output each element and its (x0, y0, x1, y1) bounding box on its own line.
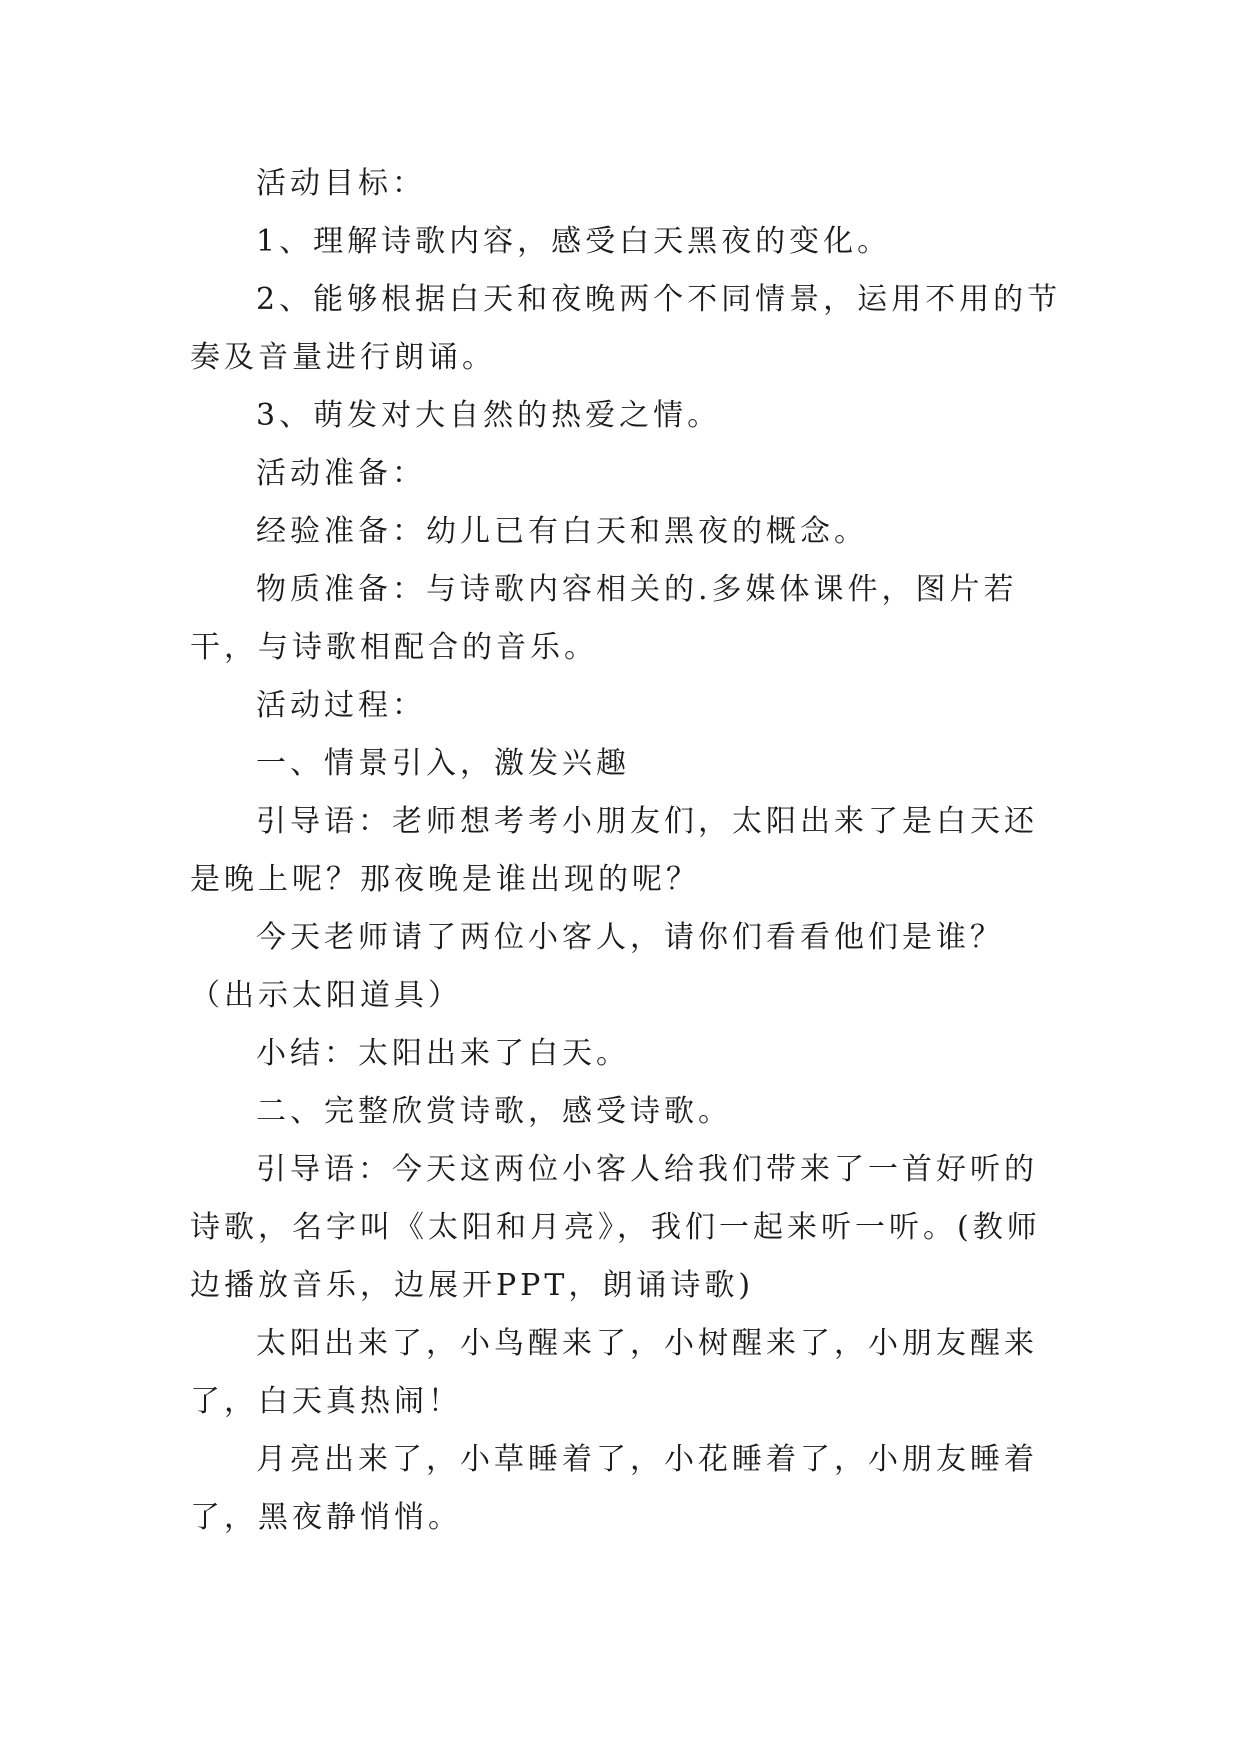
paragraph-step-1-heading: 一、情景引入，激发兴趣 (256, 746, 630, 781)
paragraph-experience-prep: 经验准备：幼儿已有白天和黑夜的概念。 (256, 514, 868, 549)
paragraph-poem-guide: 引导语：今天这两位小客人给我们带来了一首好听的诗歌，名字叫《太阳和月亮》，我们一起来听一听。(教师边播放音乐，边展开PPT，朗诵诗歌) (190, 1152, 1041, 1303)
paragraph-step-2-heading: 二、完整欣赏诗歌，感受诗歌。 (256, 1094, 732, 1129)
paragraph-goal-3: 3、萌发对大自然的热爱之情。 (256, 398, 722, 433)
paragraph-goal-1: 1、理解诗歌内容，感受白天黑夜的变化。 (256, 224, 892, 259)
paragraph-poem-night: 月亮出来了，小草睡着了，小花睡着了，小朋友睡着了，黑夜静悄悄。 (190, 1442, 1038, 1535)
paragraph-goal-2: 2、能够根据白天和夜晚两个不同情景，运用不用的节奏及音量进行朗诵。 (190, 282, 1062, 375)
paragraph-poem-day: 太阳出来了，小鸟醒来了，小树醒来了，小朋友醒来了，白天真热闹！ (190, 1326, 1038, 1419)
paragraph-preparation-heading: 活动准备： (256, 456, 426, 491)
paragraph-summary: 小结：太阳出来了白天。 (256, 1036, 630, 1071)
paragraph-material-prep: 物质准备：与诗歌内容相关的.多媒体课件，图片若干，与诗歌相配合的音乐。 (190, 572, 1018, 665)
paragraph-guests: 今天老师请了两位小客人，请你们看看他们是谁？（出示太阳道具） (190, 920, 1004, 1013)
paragraph-goals-heading: 活动目标： (256, 166, 426, 201)
document-body (190, 155, 1070, 1547)
paragraph-process-heading: 活动过程： (256, 688, 426, 723)
paragraph-intro-guide: 引导语：老师想考考小朋友们，太阳出来了是白天还是晚上呢？那夜晚是谁出现的呢？ (190, 804, 1038, 897)
